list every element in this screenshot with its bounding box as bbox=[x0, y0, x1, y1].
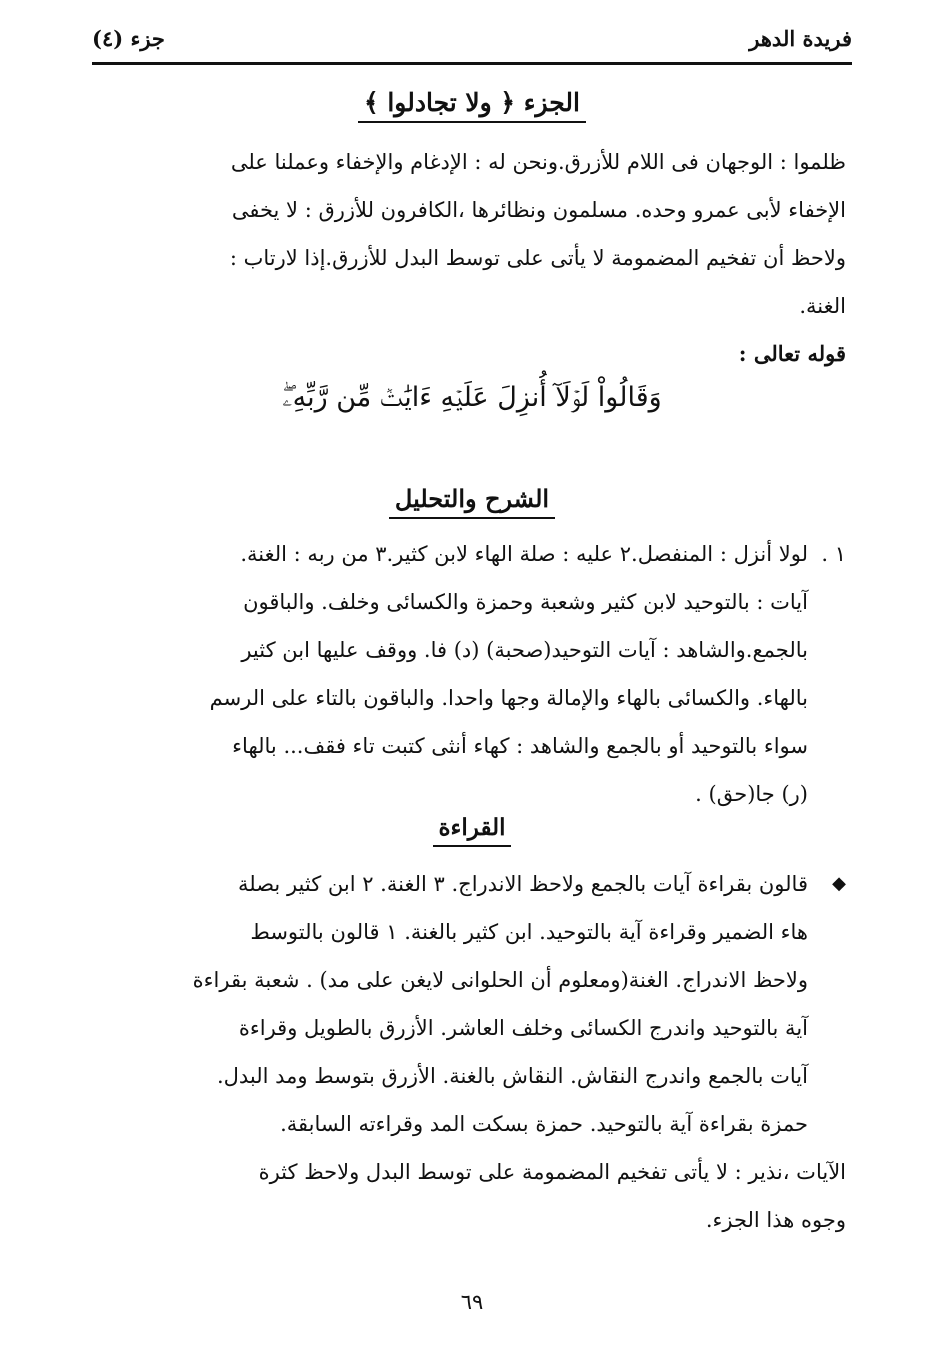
closing-line: الآيات ،نذير : لا يأتى تفخيم المضمومة على توسط البدل ولاحظ كثرة bbox=[258, 1160, 846, 1184]
sharh-line: لولا أنزل : المنفصل.٢ عليه : صلة الهاء لابن كثير.٣ من ربه : الغنة. bbox=[240, 542, 808, 566]
qiraah-line: آية بالتوحيد واندرج الكسائى وخلف العاشر. الأزرق بالطويل وقراءة bbox=[238, 1016, 808, 1040]
qiraah-line: ولاحظ الاندراج. الغنة(ومعلوم أن الحلوانى لايغن على مد) . شعبة بقراءة bbox=[192, 968, 808, 992]
qiraah-heading bbox=[0, 814, 944, 847]
qiraah-line: آيات بالجمع واندرج النقاش. النقاش بالغنة. الأزرق بتوسط ومد البدل. bbox=[216, 1064, 808, 1088]
sharh-body bbox=[98, 530, 808, 818]
running-header bbox=[92, 24, 852, 62]
sharh-item bbox=[98, 530, 846, 818]
sharh-line: سواء بالتوحيد أو بالجمع والشاهد : كهاء أنثى كتبت تاء فقف... بالهاء bbox=[232, 734, 808, 758]
intro-line: الغنة. bbox=[799, 294, 846, 318]
sharh-line: آيات : بالتوحيد لابن كثير وشعبة وحمزة والكسائى وخلف. والباقون bbox=[243, 590, 808, 614]
closing-line: وجوه هذا الجزء. bbox=[705, 1208, 846, 1232]
intro-line: ولاحظ أن تفخيم المضمومة لا يأتى على توسط البدل للأزرق.إذا لارتاب : bbox=[229, 246, 846, 270]
header-divider bbox=[92, 62, 852, 65]
intro-line: الإخفاء لأبى عمرو وحده. مسلمون ونظائرها ،الكافرون للأزرق : لا يخفى bbox=[231, 198, 846, 222]
diamond-bullet-icon: ◆ bbox=[832, 873, 846, 894]
closing-paragraph bbox=[98, 1148, 846, 1244]
intro-line: ظلموا : الوجهان فى اللام للأزرق.ونحن له : الإدغام والإخفاء وعملنا على bbox=[230, 150, 846, 174]
book-title: فريدة الدهر bbox=[749, 26, 852, 51]
qiraah-heading-text: القراءة bbox=[433, 814, 512, 847]
qiraah-line: هاء الضمير وقراءة آية بالتوحيد. ابن كثير بالغنة. ١ قالون بالتوسط bbox=[250, 920, 808, 944]
chapter-title bbox=[0, 88, 944, 123]
quran-verse: وَقَالُواْ لَوۡلَآ أُنزِلَ عَلَيۡهِ ءَايَٰتٞ مِّن رَّبِّهِۦۖ bbox=[282, 382, 662, 413]
item-number: ١ . bbox=[821, 542, 846, 566]
qiraah-line: قالون بقراءة آيات بالجمع ولاحظ الاندراج. ٣ الغنة. ٢ ابن كثير بصلة bbox=[238, 872, 808, 896]
qiraah-item bbox=[98, 860, 846, 1148]
sharh-heading-text: الشرح والتحليل bbox=[389, 484, 555, 519]
page-number: ٦٩ bbox=[460, 1290, 484, 1314]
part-label: جزء (٤) bbox=[92, 26, 165, 51]
sharh-line: بالجمع.والشاهد : آيات التوحيد(صحبة) (د) فا. ووقف عليها ابن كثير bbox=[241, 638, 808, 662]
chapter-title-text: الجزء ﴿ ولا تجادلوا ﴾ bbox=[358, 88, 586, 123]
intro-paragraph bbox=[98, 138, 846, 378]
qawluhu-label: قوله تعالى : bbox=[738, 341, 846, 366]
sharh-line: بالهاء. والكسائى بالهاء والإمالة وجها واحدا. والباقون بالتاء على الرسم bbox=[209, 686, 808, 710]
sharh-line: (ر) جا(حق) . bbox=[695, 782, 808, 806]
qiraah-body bbox=[98, 860, 808, 1148]
sharh-heading bbox=[0, 484, 944, 519]
qiraah-line: حمزة بقراءة آية بالتوحيد. حمزة بسكت المد وقراءته السابقة. bbox=[280, 1112, 808, 1136]
